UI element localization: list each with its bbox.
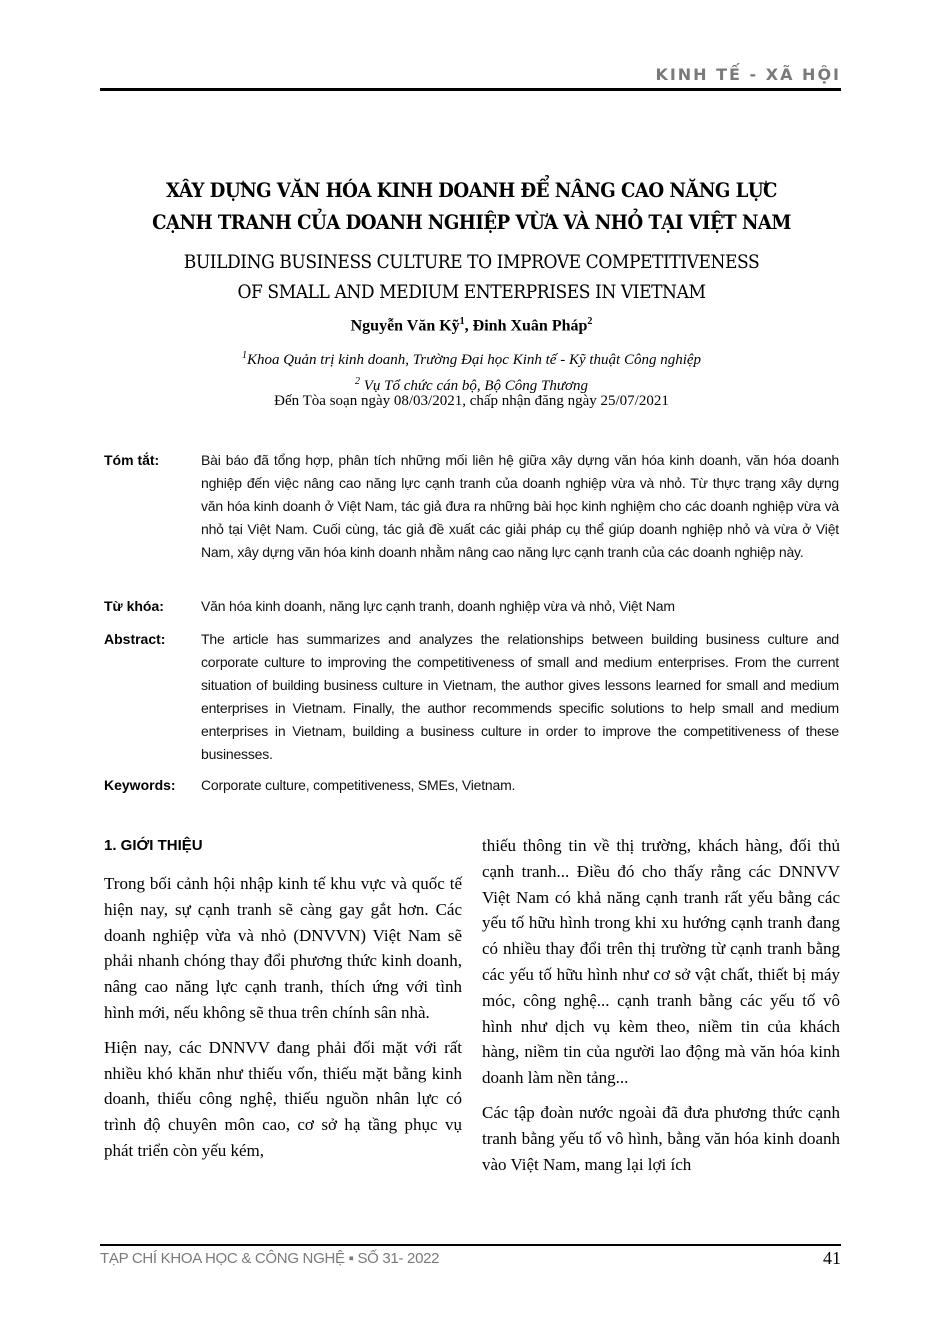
body-paragraph: Hiện nay, các DNNVV đang phải đối mặt với rất nhiều khó khăn như thiếu vốn, thiếu mặt bằng kinh doanh, thiếu công nghệ, thiếu nguồn nhân lực có trình độ chuyên môn cao, cơ sở hạ tầng phục vụ phát triển còn yếu kém, — [104, 1037, 462, 1160]
running-head-section: KINH TẾ - XÃ HỘI — [655, 65, 841, 84]
section-heading: 1. GIỚI THIỆU — [104, 837, 203, 854]
body-column-left — [104, 833, 462, 1173]
author-list — [100, 316, 843, 335]
abstract-label: Abstract: — [104, 631, 166, 647]
page-number: 41 — [823, 1248, 841, 1268]
affil-text: Vụ Tổ chức cán bộ, Bộ Công Thương — [359, 378, 589, 394]
title-vietnamese — [126, 175, 817, 239]
title-vi-line-1: XÂY DỰNG VĂN HÓA KINH DOANH ĐỂ NÂNG CAO NĂNG LỰC — [166, 179, 777, 202]
affil-mark: 1 — [241, 350, 247, 361]
footer-rule — [100, 1244, 841, 1246]
keywords-en-label: Keywords: — [104, 777, 176, 793]
running-head — [100, 62, 841, 91]
keywords-vi-text: Văn hóa kinh doanh, năng lực cạnh tranh, doanh nghiệp vừa và nhỏ, Việt Nam — [201, 598, 675, 614]
author-separator: , — [464, 317, 473, 335]
body-column-right — [482, 833, 840, 1186]
abstract-text: The article has summarizes and analyzes the relationships between building business culture and corporate culture to improving the competitiveness of small and medium enterprises. From the current situation of building business culture in Vietnam, the author gives lessons learned for small and medium enterprises in Vietnam. Finally, the author recommends specific solutions to help small and medium enterprises in Vietnam, building a business culture in order to improve the competitiveness of these businesses. — [201, 631, 839, 762]
author-affil-mark: 1 — [459, 316, 465, 327]
author-affil-mark: 2 — [587, 316, 593, 327]
body-paragraph: thiếu thông tin về thị trường, khách hàng, đối thủ cạnh tranh... Điều đó cho thấy rằng các DNNVV Việt Nam có khả năng cạnh tranh rất yếu bằng các yếu tố hữu hình trong khi xu hướng cạnh tranh đang có nhiều thay đổi trên thị trường từ cạnh tranh bằng các yếu tố hữu hình như cơ sở vật chất, thiết bị máy móc, công nghệ... cạnh tranh bằng các yếu tố vô hình như dịch vụ kèm theo, niềm tin của khách hàng, niềm tin của người lao động mà văn hóa kinh doanh làm nền tảng... — [482, 836, 840, 1088]
keywords-vi-block — [104, 595, 839, 618]
summary-block — [104, 449, 839, 564]
submission-dates: Đến Tòa soạn ngày 08/03/2021, chấp nhận đăng ngày 25/07/2021 — [274, 393, 669, 409]
author-name: Đinh Xuân Pháp — [472, 317, 588, 335]
title-en-line-2: OF SMALL AND MEDIUM ENTERPRISES IN VIETNAM — [237, 281, 706, 303]
summary-label: Tóm tắt: — [104, 452, 160, 468]
affil-text: Khoa Quản trị kinh doanh, Trường Đại học Kinh tế - Kỹ thuật Công nghiệp — [246, 352, 702, 368]
footer-journal-name: TẠP CHÍ KHOA HỌC & CÔNG NGHỆ ▪ SỐ 31- 2022 — [100, 1250, 440, 1267]
title-vi-line-2: CẠNH TRANH CỦA DOANH NGHIỆP VỪA VÀ NHỎ TẠI VIỆT NAM — [152, 211, 791, 234]
keywords-en-block — [104, 774, 839, 797]
affil-mark: 2 — [354, 376, 360, 387]
title-en-line-1: BUILDING BUSINESS CULTURE TO IMPROVE COMPETITIVENESS — [183, 251, 760, 273]
title-english — [137, 247, 806, 307]
keywords-en-text: Corporate culture, competitiveness, SMEs, Vietnam. — [201, 777, 516, 793]
keywords-vi-label: Từ khóa: — [104, 598, 164, 614]
body-paragraph: Trong bối cảnh hội nhập kinh tế khu vực và quốc tế hiện nay, sự cạnh tranh sẽ càng gay gắt hơn. Các doanh nghiệp vừa và nhỏ (DNVVN) Việt Nam sẽ phải nhanh chóng thay đổi phương thức kinh doanh, nâng cao năng lực cạnh tranh, thích ứng với tình hình mới, nếu không sẽ thua trên chính sân nhà. — [104, 874, 462, 1022]
author-name: Nguyễn Văn Kỹ — [350, 317, 460, 335]
summary-text: Bài báo đã tổng hợp, phân tích những mối liên hệ giữa xây dựng văn hóa kinh doanh, văn hóa doanh nghiệp đến việc nâng cao năng lực cạnh tranh của doanh nghiệp vừa và nhỏ. Từ thực trạng xây dựng văn hóa kinh doanh ở Việt Nam, tác giả đưa ra những bài học kinh nghiệm cho các doanh nghiệp vừa và nhỏ tại Việt Nam. Cuối cùng, tác giả đề xuất các giải pháp cụ thể giúp doanh nghiệp nhỏ và vừa ở Việt Nam, xây dựng văn hóa kinh doanh nhằm nâng cao năng lực cạnh tranh của các doanh nghiệp này. — [201, 452, 839, 560]
affiliation-1 — [100, 345, 843, 371]
abstract-block — [104, 628, 839, 766]
affiliations — [100, 345, 843, 397]
body-paragraph: Các tập đoàn nước ngoài đã đưa phương thức cạnh tranh bằng yếu tố vô hình, bằng văn hóa kinh doanh vào Việt Nam, mang lại lợi ích — [482, 1102, 840, 1174]
